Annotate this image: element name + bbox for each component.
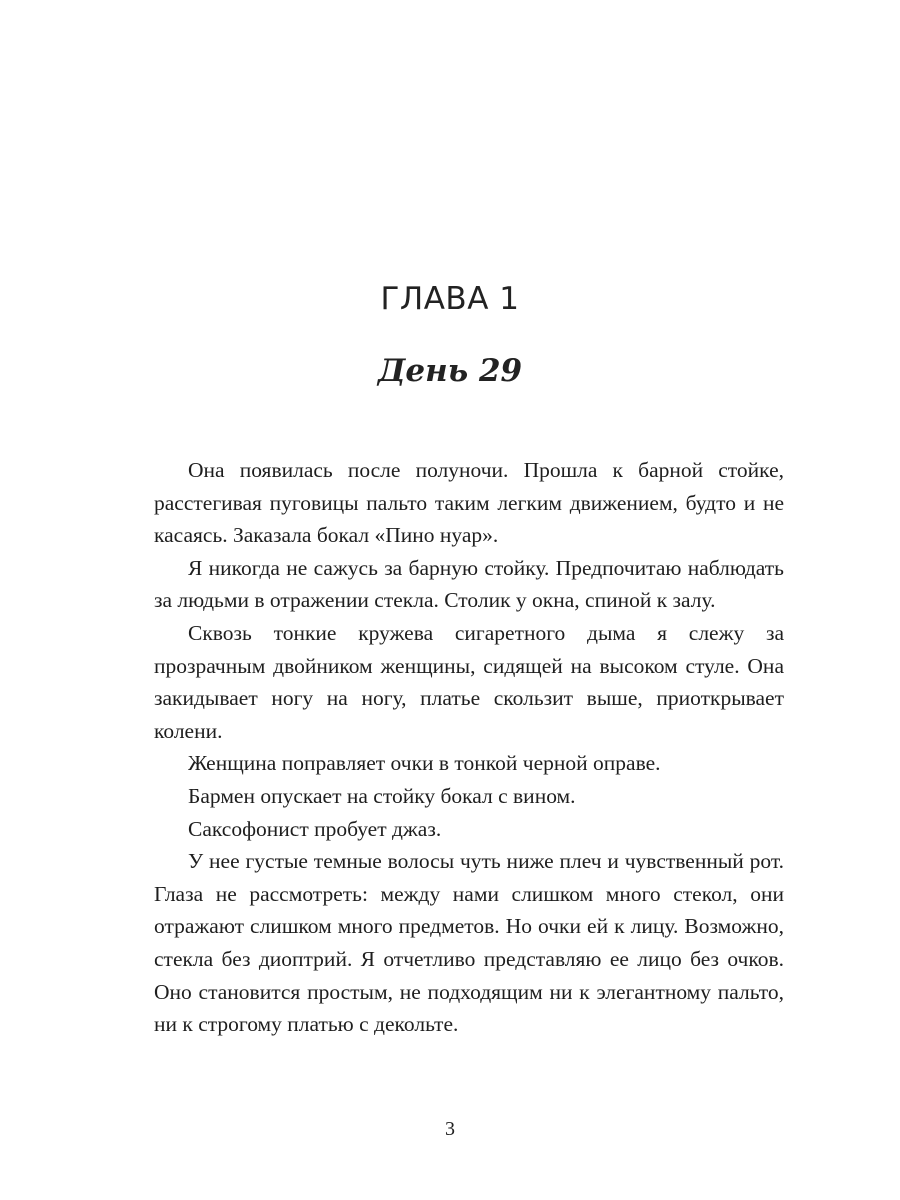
paragraph: Сквозь тонкие кружева сигаретного дыма я слежу за прозрачным двойником женщины, сидящей на высоком стуле. Она закидывает ногу на ногу, платье скользит выше, приоткрывает колени. [154, 620, 784, 743]
chapter-title: ГЛАВА 1 [380, 281, 520, 317]
paragraph: Женщина поправляет очки в тонкой черной оправе. [188, 751, 661, 776]
page-number: 3 [445, 1118, 455, 1140]
chapter-subtitle: День 29 [377, 353, 523, 389]
paragraph: Она появилась после полуночи. Прошла к барной стойке, расстегивая пуговицы пальто таким легким движением, будто и не касаясь. Заказала бокал «Пино нуар». [154, 458, 784, 548]
paragraph: Бармен опускает на стойку бокал с вином. [188, 783, 576, 808]
paragraph: У нее густые темные волосы чуть ниже плеч и чувственный рот. Глаза не рассмотреть: между нами слишком много стекол, они отражают слишком много предметов. Но очки ей к лицу. Возможно, стекла без диоптрий. Я отчетливо представляю ее лицо без очков. Оно становится простым, не подходящим ни к элегантному пальто, ни к строгому платью с декольте. [154, 849, 784, 1037]
paragraph: Саксофонист пробует джаз. [188, 816, 442, 841]
chapter-body [154, 454, 784, 1041]
paragraph: Я никогда не сажусь за барную стойку. Предпочитаю наблюдать за людьми в отражении стекла. Столик у окна, спиной к залу. [154, 555, 784, 613]
